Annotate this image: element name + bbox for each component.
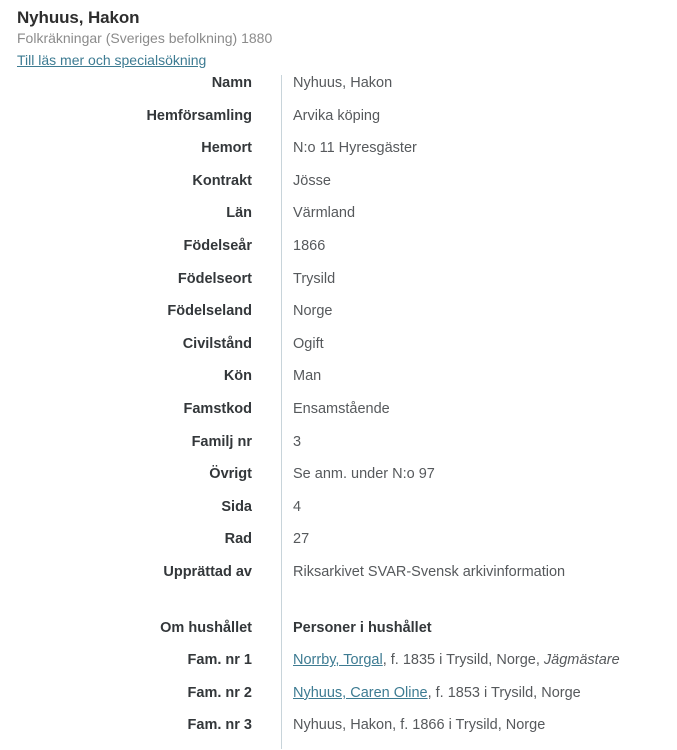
detail-label-civilst-nd: Civilstånd	[182, 335, 252, 352]
special-search-link[interactable]: Till läs mer och specialsökning	[17, 52, 207, 68]
household-member-link-1[interactable]: Norrby, Torgal	[293, 652, 383, 669]
detail-row	[0, 303, 677, 336]
household-section-label: Om hushållet	[160, 619, 252, 636]
detail-value-hemort: N:o 11 Hyresgäster	[293, 140, 417, 157]
detail-label-uppr-ttad-av: Upprättad av	[163, 563, 252, 580]
detail-value-f-delseort: Trysild	[293, 270, 336, 287]
detail-label-hemort: Hemort	[201, 140, 252, 157]
detail-row	[0, 499, 677, 532]
household-section-row	[0, 620, 677, 653]
household-member-label-1: Fam. nr 1	[187, 652, 252, 669]
detail-row	[0, 271, 677, 304]
detail-rows-container	[0, 75, 677, 750]
household-member-value-2	[252, 685, 677, 701]
detail-value-hemf-rsamling: Arvika köping	[293, 107, 381, 124]
detail-label-l-n: Län	[226, 205, 252, 222]
detail-row	[0, 75, 677, 108]
household-member-occupation-1: Jägmästare	[543, 652, 620, 669]
detail-label-hemf-rsamling: Hemförsamling	[146, 107, 252, 124]
detail-label-famstkod: Famstkod	[183, 400, 252, 417]
detail-label-rad: Rad	[224, 531, 252, 548]
detail-value-f-delseland: Norge	[293, 303, 333, 320]
household-member-label-2: Fam. nr 2	[187, 684, 252, 701]
detail-row	[0, 336, 677, 369]
detail-row	[0, 173, 677, 206]
detail-value-familj-nr: 3	[293, 433, 302, 450]
detail-label-sida: Sida	[221, 498, 252, 515]
detail-value-k-n: Man	[293, 368, 322, 385]
household-member-label-3: Fam. nr 3	[187, 717, 252, 734]
detail-row	[0, 564, 677, 597]
detail-value-f-delse-r: 1866	[293, 237, 326, 254]
detail-row	[0, 531, 677, 564]
household-member-value-3: Nyhuus, Hakon, f. 1866 i Trysild, Norge	[293, 717, 546, 734]
household-member-value-1	[252, 652, 677, 668]
detail-row	[0, 108, 677, 141]
detail-value-famstkod: Ensamstående	[293, 400, 390, 417]
detail-label-f-delse-r: Födelseår	[183, 237, 252, 254]
detail-row	[0, 205, 677, 238]
detail-row	[0, 368, 677, 401]
column-divider	[281, 75, 282, 749]
household-member-details-1: , f. 1835 i Trysild, Norge,	[382, 652, 544, 669]
detail-row	[0, 238, 677, 271]
household-section-title: Personer i hushållet	[293, 619, 432, 636]
detail-row	[0, 434, 677, 467]
detail-value-l-n: Värmland	[293, 205, 356, 222]
household-member-row	[0, 652, 677, 685]
record-header	[0, 0, 677, 70]
household-member-details-2: , f. 1853 i Trysild, Norge	[427, 684, 581, 701]
detail-row	[0, 140, 677, 173]
detail-value-civilst-nd: Ogift	[293, 335, 324, 352]
detail-label--vrigt: Övrigt	[209, 466, 252, 483]
page-title: Nyhuus, Hakon	[17, 8, 140, 27]
record-source-subtitle: Folkräkningar (Sveriges befolkning) 1880	[17, 30, 273, 46]
detail-value-kontrakt: Jösse	[293, 172, 331, 189]
detail-row	[0, 401, 677, 434]
household-member-row	[0, 717, 677, 750]
detail-label-kontrakt: Kontrakt	[192, 172, 252, 189]
detail-row	[0, 466, 677, 499]
detail-label-k-n: Kön	[223, 368, 252, 385]
detail-value-uppr-ttad-av: Riksarkivet SVAR-Svensk arkivinformation	[293, 563, 566, 580]
detail-value-namn: Nyhuus, Hakon	[293, 75, 393, 91]
detail-value-sida: 4	[293, 498, 302, 515]
detail-label-namn: Namn	[211, 75, 252, 91]
detail-value--vrigt: Se anm. under N:o 97	[293, 466, 435, 483]
household-member-link-2[interactable]: Nyhuus, Caren Oline	[293, 684, 428, 701]
detail-label-f-delseort: Födelseort	[177, 270, 252, 287]
detail-label-familj-nr: Familj nr	[191, 433, 252, 450]
detail-label-f-delseland: Födelseland	[167, 303, 252, 320]
record-detail-table	[0, 75, 677, 750]
household-member-row	[0, 685, 677, 718]
detail-value-rad: 27	[293, 531, 310, 548]
